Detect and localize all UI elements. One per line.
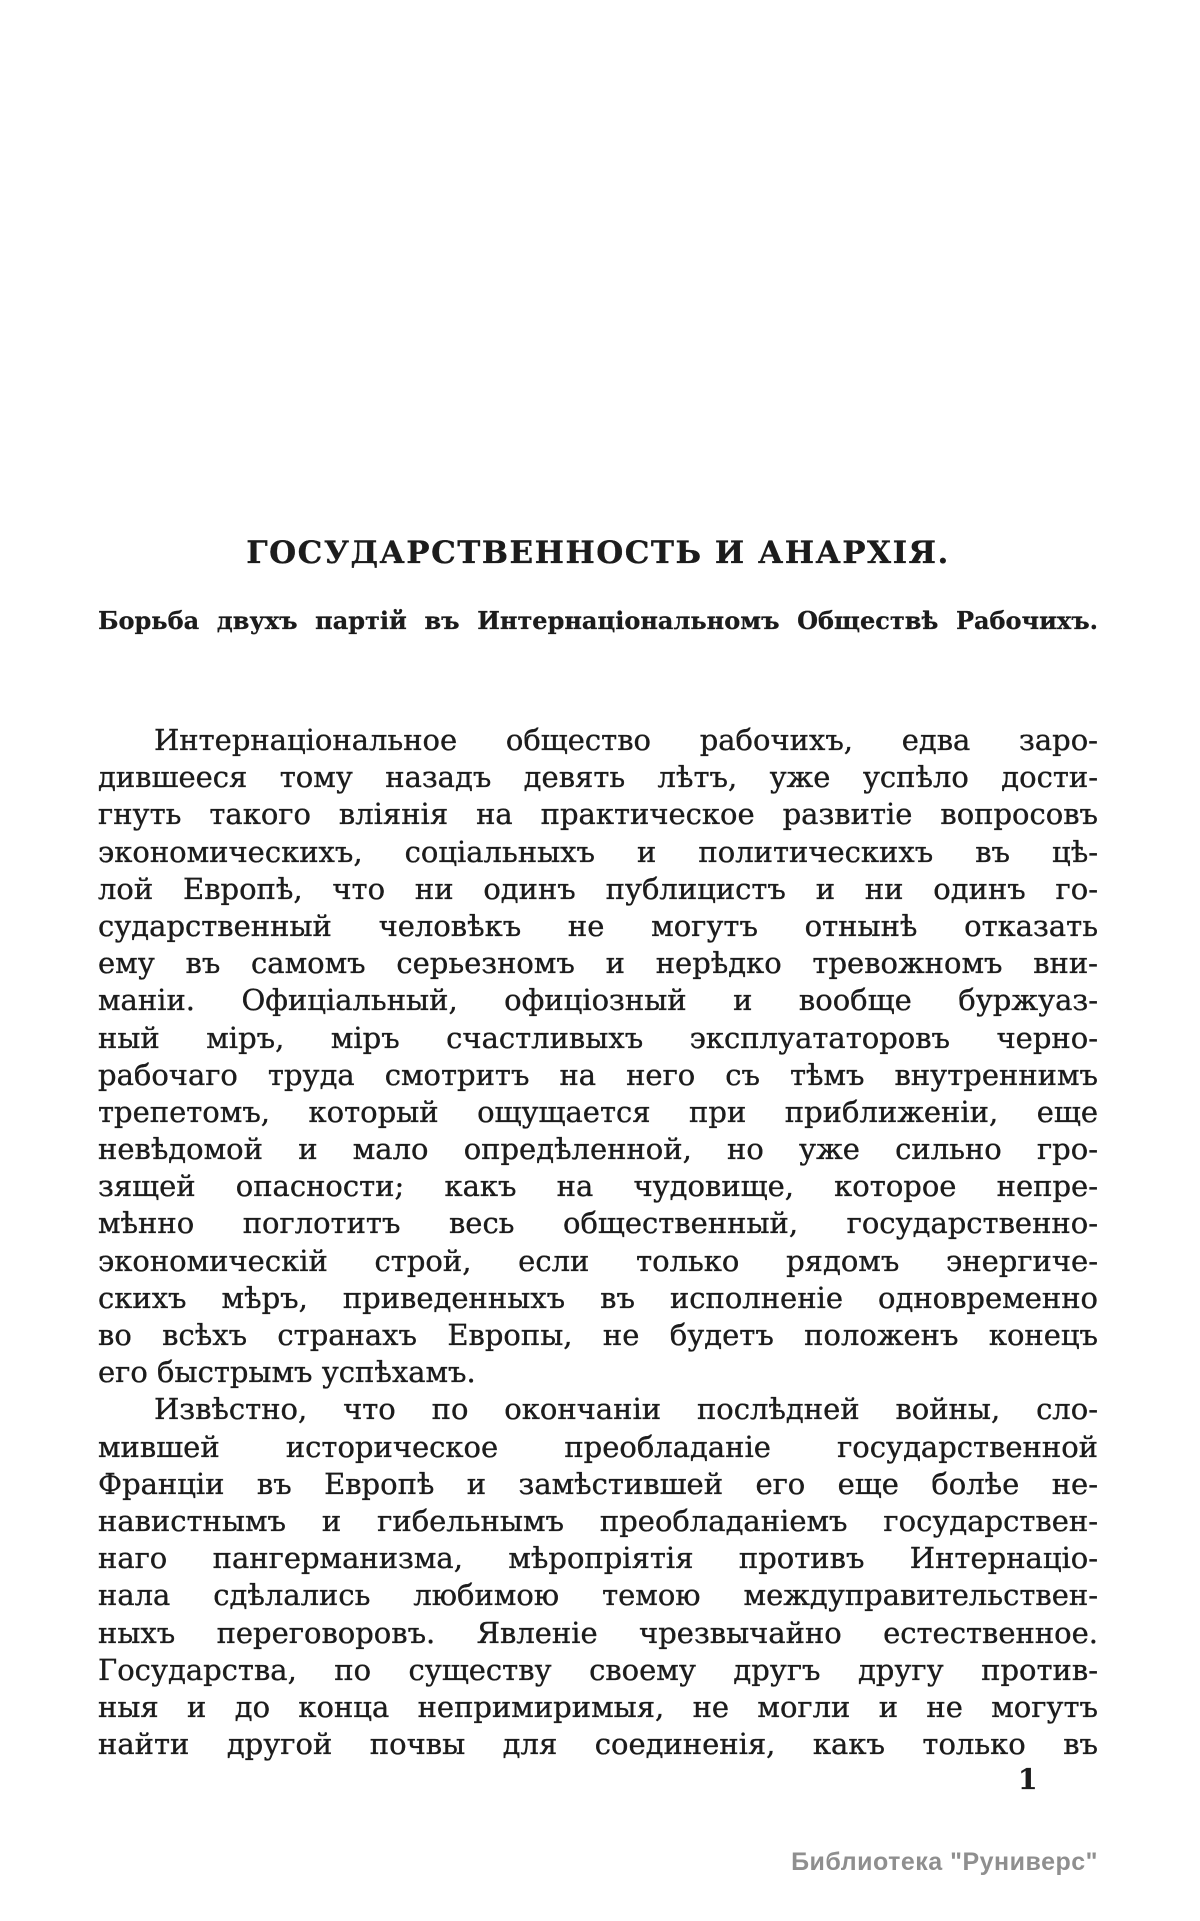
text-line: трепетомъ, который ощущается при приближеніи, еще — [98, 1094, 1098, 1129]
text-line: невѣдомой и мало опредѣленной, но уже сильно гро- — [98, 1132, 1098, 1167]
text-line: Интернаціональное общество рабочихъ, едва заро- — [154, 723, 1098, 757]
text-line: его быстрымъ успѣхамъ. — [98, 1355, 476, 1390]
text-line: лой Европѣ, что ни одинъ публицистъ и ни одинъ го- — [98, 871, 1098, 906]
paragraph — [98, 1391, 1098, 1763]
text-line: экономическихъ, соціальныхъ и политическихъ въ цѣ- — [98, 834, 1098, 869]
text-line: во всѣхъ странахъ Европы, не будетъ положенъ конецъ — [98, 1318, 1098, 1352]
text-line: гнуть такого вліянія на практическое развитіе вопросовъ — [98, 797, 1098, 832]
text-line: нала сдѣлались любимою темою междуправительствен- — [98, 1578, 1098, 1613]
text-line: Извѣстно, что по окончаніи послѣдней войны, сло- — [154, 1392, 1098, 1427]
library-watermark: Библиотека "Руниверс" — [791, 1848, 1098, 1876]
text-line: мѣнно поглотитъ весь общественный, государственно- — [98, 1206, 1098, 1241]
chapter-subtitle: Борьба двухъ партій въ Интернаціональномъ Обществѣ Рабочихъ. — [98, 606, 1098, 635]
paragraph — [98, 722, 1098, 1391]
text-line: Государства, по существу своему другъ другу против- — [98, 1652, 1098, 1687]
text-line: ему въ самомъ серьезномъ и нерѣдко тревожномъ вни- — [98, 946, 1098, 981]
page-title: ГОСУДАРСТВЕННОСТЬ И АНАРХІЯ. — [246, 534, 950, 571]
page-number: 1 — [1018, 1763, 1038, 1796]
text-line: мившей историческое преобладаніе государственной — [98, 1429, 1098, 1464]
body-text — [98, 722, 1098, 1763]
text-line: Франціи въ Европѣ и замѣстившей его еще болѣе не- — [98, 1466, 1098, 1501]
text-line: наго пангерманизма, мѣропріятія противъ Интернаціо- — [98, 1541, 1098, 1576]
text-line: маніи. Офиціальный, офиціозный и вообще буржуаз- — [98, 983, 1098, 1018]
text-line: навистнымъ и гибельнымъ преобладаніемъ государствен- — [98, 1503, 1098, 1538]
text-line: рабочаго труда смотритъ на него съ тѣмъ внутреннимъ — [98, 1057, 1098, 1092]
text-line: зящей опасности; какъ на чудовище, которое непре- — [98, 1169, 1098, 1204]
text-line: ныя и до конца непримиримыя, не могли и не могутъ — [98, 1689, 1098, 1724]
text-line: дившееся тому назадъ девять лѣтъ, уже успѣло дости- — [98, 760, 1098, 795]
text-line: экономическій строй, если только рядомъ энергиче- — [98, 1243, 1098, 1278]
text-line: скихъ мѣръ, приведенныхъ въ исполненіе одновременно — [98, 1280, 1098, 1315]
text-line: ныхъ переговоровъ. Явленіе чрезвычайно естественное. — [98, 1615, 1098, 1650]
text-line: ный міръ, міръ счастливыхъ эксплуататоровъ черно- — [98, 1020, 1098, 1055]
text-line: сударственный человѣкъ не могутъ отнынѣ отказать — [98, 908, 1098, 943]
text-line: найти другой почвы для соединенія, какъ только въ — [98, 1727, 1098, 1762]
